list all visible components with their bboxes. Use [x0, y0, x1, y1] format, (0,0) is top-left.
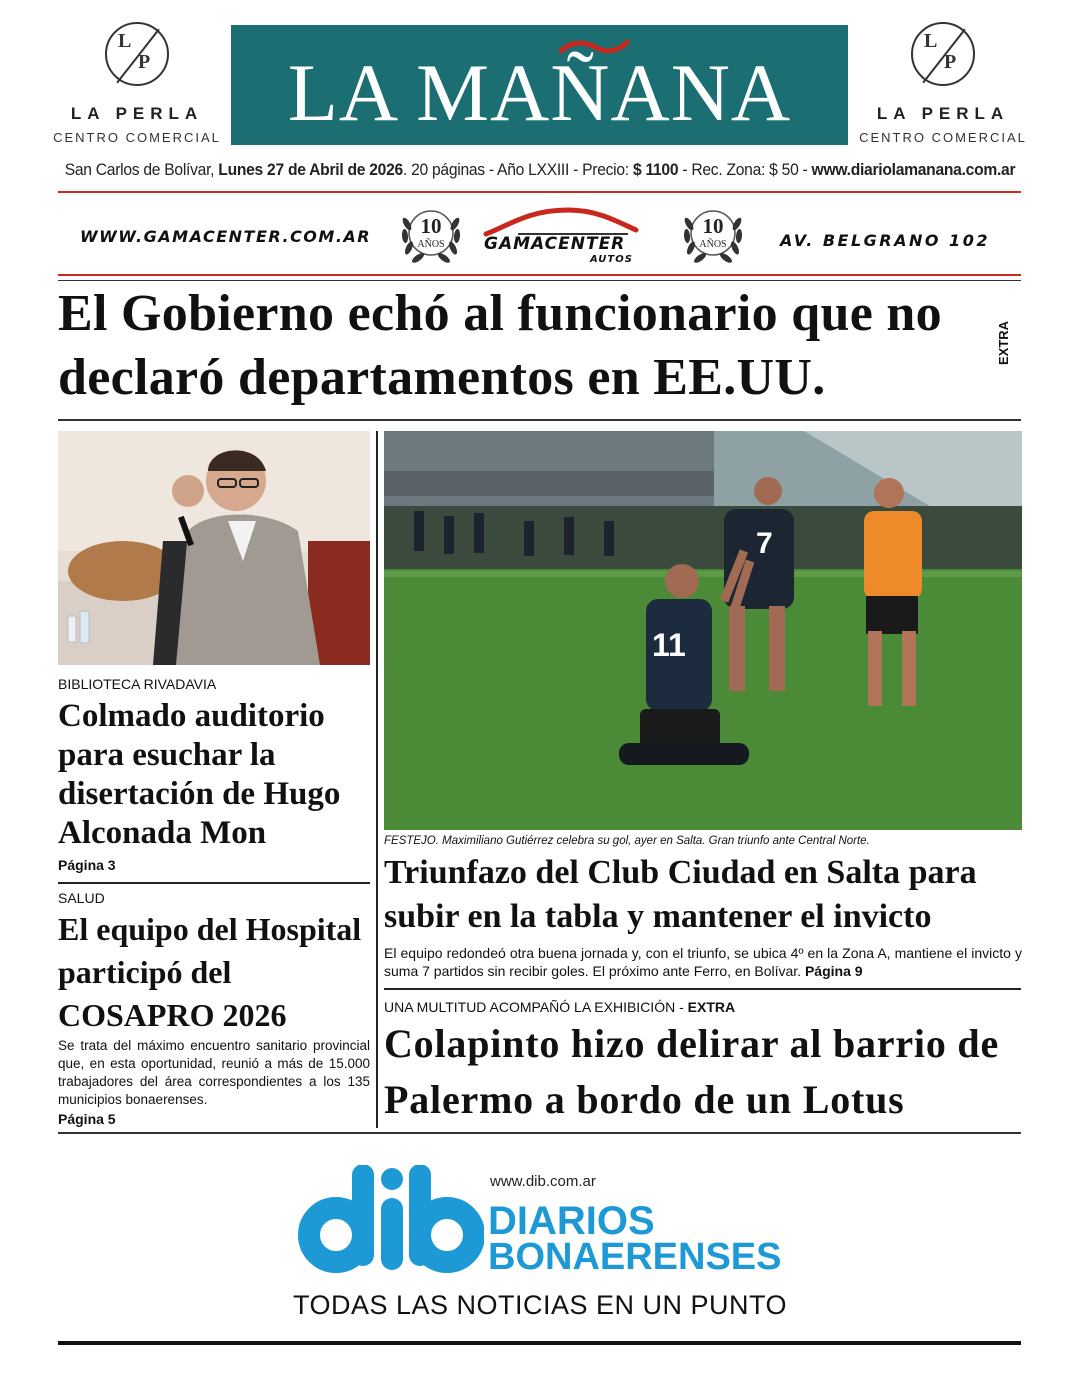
masthead[interactable]: [231, 25, 848, 145]
divider: [58, 882, 370, 884]
story-body: El equipo redondeó otra buena jornada y, con el triunfo, se ubica 4º en la Zona A, mantiene el invicto y suma 7 partidos sin recibir goles. El próximo ante Ferro, en Bolívar. Página 9: [384, 945, 1022, 979]
newspaper-title: LA MAÑANA: [287, 47, 792, 138]
website-link[interactable]: www.diariolamanana.com.ar: [811, 160, 1016, 179]
gamacenter-ad[interactable]: [58, 196, 1021, 272]
la-perla-logo-left: [52, 22, 222, 152]
story-kicker: UNA MULTITUD ACOMPAÑÓ LA EXHIBICIÓN - EXTRA: [384, 999, 736, 1015]
gamacenter-logo: GAMACENTER AUTOS: [478, 204, 648, 268]
divider: [58, 419, 1021, 421]
dib-line2: BONAERENSES: [488, 1236, 782, 1278]
dib-line1: DIARIOS: [488, 1199, 655, 1243]
la-perla-subtitle: CENTRO COMERCIAL: [859, 130, 1027, 145]
la-perla-emblem: L P: [105, 22, 169, 86]
dib-ad[interactable]: [290, 1165, 810, 1285]
la-perla-name: LA PERLA: [70, 104, 204, 123]
divider: [58, 191, 1021, 193]
page-ref[interactable]: Página 9: [804, 963, 863, 979]
page-ref[interactable]: Página 5: [58, 1111, 116, 1127]
la-perla-logo-right: [858, 22, 1028, 152]
football-photo-illustration: [384, 431, 1022, 830]
story-headline-auditorio[interactable]: Colmado auditorio para esuchar la disertación de Hugo Alconada Mon: [58, 698, 341, 851]
divider: [58, 274, 1021, 276]
photo-football-celebration[interactable]: [384, 431, 1022, 830]
tilde-accent: [557, 39, 631, 55]
bottom-rule: [58, 1341, 1021, 1345]
price: $ 1100: [632, 160, 679, 179]
page-ref[interactable]: Página 3: [58, 857, 116, 873]
car-silhouette-icon: [478, 204, 648, 238]
extra-tag: EXTRA: [996, 320, 1011, 365]
story-kicker: BIBLIOTECA RIVADAVIA: [58, 676, 217, 692]
story-headline-hospital[interactable]: El equipo del Hospital participó del COSAPRO 2026: [58, 911, 362, 1033]
story-body: Se trata del máximo encuentro sanitario provincial que, en esta oportunidad, reunió a más de 15.000 trabajadores del área correspondientes a los 135 municipios bonaerenses.: [58, 1038, 370, 1107]
ad-website: WWW.GAMACENTER.COM.AR: [80, 227, 372, 246]
divider: [58, 1132, 1021, 1134]
la-perla-subtitle: CENTRO COMERCIAL: [53, 130, 221, 145]
story-kicker: SALUD: [58, 890, 105, 906]
jersey-number-11: 11: [652, 627, 686, 663]
la-perla-emblem: L P: [911, 22, 975, 86]
anniversary-badge-left: 10 AÑOS: [396, 200, 466, 270]
dib-url[interactable]: www.dib.com.ar: [490, 1173, 596, 1190]
jersey-number-7: 7: [756, 527, 773, 560]
ad-address: AV. BELGRANO 102: [780, 231, 990, 250]
issue-date: Lunes 27 de Abril de 2026: [218, 160, 403, 179]
anniversary-badge-right: 10 AÑOS: [678, 200, 748, 270]
photo-speaker[interactable]: [58, 431, 370, 665]
story-headline-club-ciudad[interactable]: Triunfazo del Club Ciudad en Salta para subir en la tabla y mantener el invicto: [384, 854, 977, 935]
dateline: San Carlos de Bolívar, Lunes 27 de Abril de 2026. 20 páginas - Año LXXIII - Precio: $ 1100 - Rec. Zona: $ 50 - www.diariolamanana.com.ar: [64, 160, 1016, 179]
column-divider: [376, 431, 378, 1128]
divider: [384, 988, 1021, 990]
la-perla-name: LA PERLA: [876, 104, 1010, 123]
divider: [58, 280, 1021, 281]
photo-caption: FESTEJO. Maximiliano Gutiérrez celebra su gol, ayer en Salta. Gran triunfo ante Central Norte.: [384, 835, 870, 847]
dib-tagline: TODAS LAS NOTICIAS EN UN PUNTO: [292, 1290, 788, 1320]
story-headline-colapinto[interactable]: Colapinto hizo delirar al barrio de Palermo a bordo de un Lotus: [384, 1021, 1000, 1122]
dib-logo-icon: [294, 1165, 484, 1277]
main-headline[interactable]: El Gobierno echó al funcionario que no declaró departamentos en EE.UU.: [58, 285, 942, 406]
speaker-photo-illustration: [58, 431, 370, 665]
